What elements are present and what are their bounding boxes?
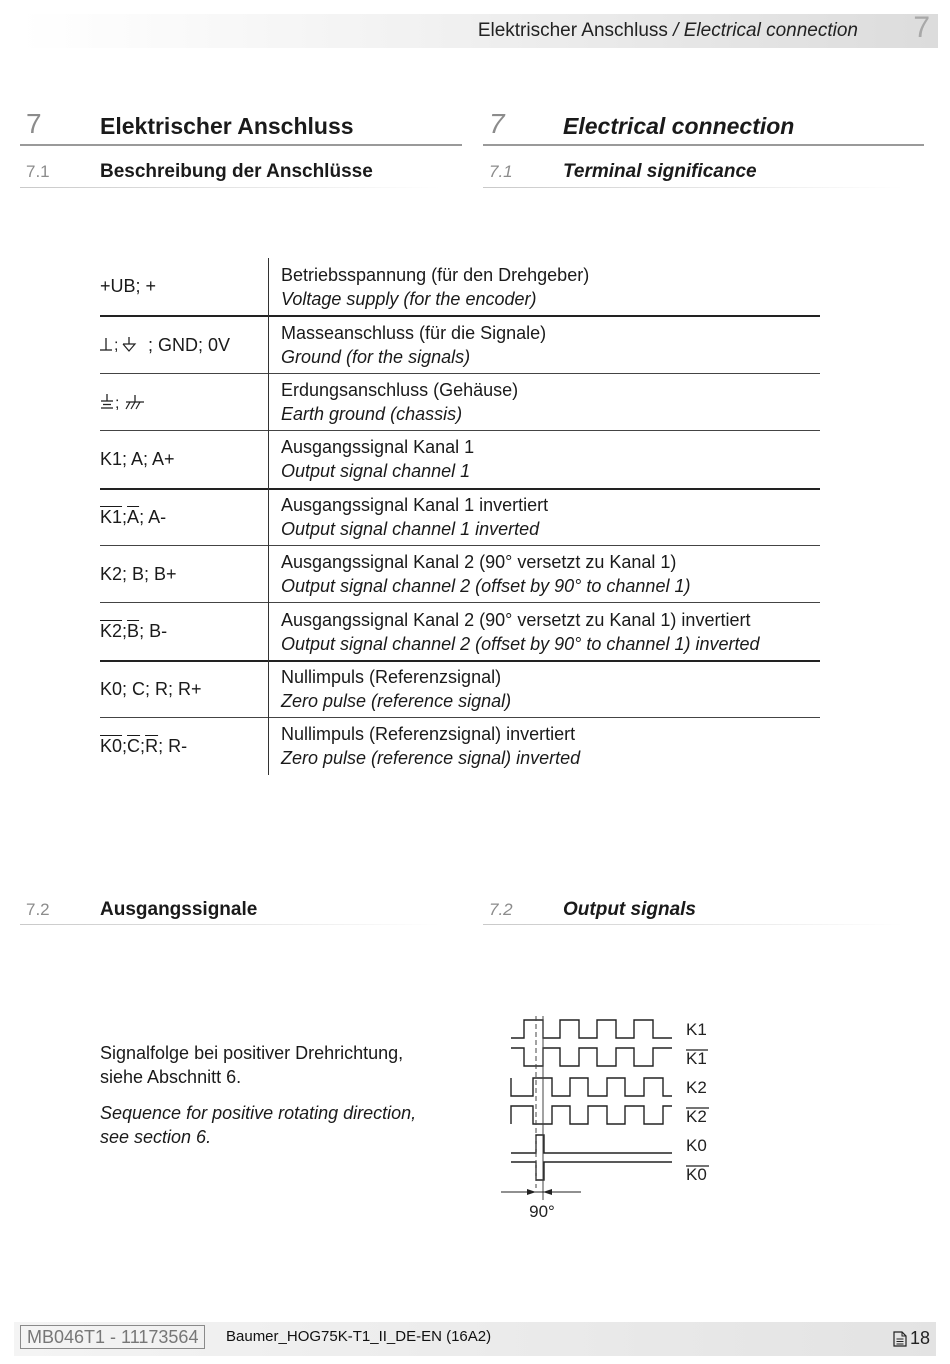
signal-sequence-text-de: Signalfolge bei positiver Drehrichtung, siehe Abschnitt 6. bbox=[100, 1043, 404, 1087]
svg-text:;: ; bbox=[114, 337, 119, 355]
subsection-rule-de bbox=[20, 924, 440, 925]
channel-label-k2: K2 bbox=[686, 1078, 707, 1097]
angle-arrow-left bbox=[527, 1189, 536, 1195]
terminal-table bbox=[100, 258, 820, 775]
description-de: Erdungsanschluss (Gehäuse) bbox=[281, 379, 519, 400]
label-a-inverted: $\overline{A}$ bbox=[127, 506, 140, 527]
terminal-label: K2; B; B+ bbox=[100, 563, 177, 584]
terminal-label: K2 ; $\overline{B}$ ; B- bbox=[100, 621, 168, 642]
table-row bbox=[100, 258, 820, 315]
terminal-description bbox=[281, 258, 589, 315]
subsection-rule-en bbox=[483, 187, 903, 188]
terminal-description bbox=[281, 603, 760, 659]
angle-label: 90° bbox=[529, 1202, 555, 1221]
output-signal-diagram bbox=[495, 1010, 735, 1225]
signal-k1-inverted-waveform bbox=[511, 1048, 672, 1066]
channel-label-k0-inverted: K0 bbox=[686, 1165, 707, 1184]
document-name: Baumer_HOG75K-T1_II_DE-EN (16A2) bbox=[226, 1328, 492, 1345]
terminal-description bbox=[281, 317, 546, 372]
page-number-value: 18 bbox=[909, 1328, 930, 1348]
table-row bbox=[100, 660, 820, 717]
header-title-en: Electrical connection bbox=[683, 20, 858, 41]
description-de: Ausgangssignal Kanal 1 bbox=[281, 437, 475, 458]
signal-k2-waveform bbox=[511, 1078, 672, 1096]
terminal-description bbox=[281, 662, 511, 717]
terminal-label: +UB; + bbox=[100, 276, 157, 297]
channel-label-k1: K1 bbox=[686, 1020, 707, 1039]
terminal-description bbox=[281, 490, 548, 545]
description-de: Masseanschluss (für die Signale) bbox=[281, 323, 547, 344]
page-number bbox=[893, 1328, 930, 1349]
table-column-divider bbox=[268, 258, 269, 775]
header-title-de: Elektrischer Anschluss bbox=[477, 20, 668, 41]
subsection-title-en: Output signals bbox=[563, 899, 696, 920]
signal-sequence-text-en: Sequence for positive rotating direction, see section 6. bbox=[100, 1103, 417, 1147]
document-id: MB046T1 - 11173564 bbox=[20, 1325, 205, 1349]
svg-text:;: ; bbox=[115, 394, 120, 412]
section-rule-en bbox=[483, 144, 924, 146]
section-number-en: 7 bbox=[489, 108, 505, 139]
running-header bbox=[478, 20, 858, 42]
description-de: Ausgangssignal Kanal 1 invertiert bbox=[281, 495, 549, 516]
table-row bbox=[100, 315, 820, 372]
signal-k1-waveform bbox=[511, 1020, 672, 1038]
table-row bbox=[100, 602, 820, 659]
table-row bbox=[100, 430, 820, 487]
section-title-de: Elektrischer Anschluss bbox=[100, 113, 354, 139]
terminal-label bbox=[100, 317, 268, 372]
subsection-title-de: Ausgangssignale bbox=[100, 899, 258, 920]
label-r-inverted: $\overline{R}$ bbox=[145, 735, 159, 756]
terminal-label: K1; A; A+ bbox=[100, 448, 175, 469]
terminal-description bbox=[281, 546, 690, 602]
subsection-rule-de bbox=[20, 187, 440, 188]
description-en: Output signal channel 2 (offset by 90° to channel 1) inverted bbox=[281, 633, 760, 654]
subsection-rule-en bbox=[483, 924, 903, 925]
description-de: Nullimpuls (Referenzsignal) bbox=[281, 667, 502, 688]
subsection-title-en: Terminal significance bbox=[563, 161, 757, 182]
signal-k0-inverted-waveform bbox=[511, 1162, 672, 1180]
table-row bbox=[100, 545, 820, 602]
terminal-description bbox=[281, 431, 474, 487]
terminal-description bbox=[281, 718, 580, 774]
subsection-number-de: 7.1 bbox=[26, 162, 50, 181]
section-rule-de bbox=[20, 144, 462, 146]
channel-label-k0: K0 bbox=[686, 1136, 707, 1155]
channel-label-k2-inverted: K2 bbox=[686, 1107, 707, 1126]
label-k2-inverted: K2 bbox=[100, 621, 123, 642]
terminal-label-suffix: ; GND; 0V bbox=[148, 334, 231, 355]
ground-symbols-icon bbox=[100, 335, 148, 355]
description-en: Zero pulse (reference signal) bbox=[281, 691, 512, 712]
angle-arrow-right bbox=[543, 1189, 552, 1195]
channel-label-k1-inverted: K1 bbox=[686, 1049, 707, 1068]
label-k1-inverted: K1 bbox=[100, 506, 123, 527]
description-en: Earth ground (chassis) bbox=[281, 403, 463, 424]
header-chapter-number: 7 bbox=[913, 11, 930, 44]
section-title-en: Electrical connection bbox=[563, 113, 795, 139]
subsection-number-en: 7.1 bbox=[489, 162, 513, 181]
label-k0-inverted: K0 bbox=[100, 735, 123, 756]
description-en: Zero pulse (reference signal) inverted bbox=[281, 748, 581, 769]
description-en: Ground (for the signals) bbox=[281, 347, 471, 368]
terminal-label: K0 ; $\overline{C}$ ; $\overline{R}$ ; R- bbox=[100, 735, 188, 756]
terminal-label: K0; C; R; R+ bbox=[100, 678, 202, 699]
table-row bbox=[100, 373, 820, 430]
table-row bbox=[100, 488, 820, 545]
terminal-label bbox=[100, 374, 268, 430]
header-separator: / bbox=[667, 20, 684, 41]
description-de: Nullimpuls (Referenzsignal) invertiert bbox=[281, 724, 576, 745]
subsection-number-en: 7.2 bbox=[489, 900, 513, 919]
label-c-inverted: $\overline{C}$ bbox=[127, 735, 141, 756]
label-b-inverted: $\overline{B}$ bbox=[127, 621, 140, 642]
page-icon bbox=[893, 1331, 907, 1347]
section-number-de: 7 bbox=[26, 108, 42, 139]
subsection-number-de: 7.2 bbox=[26, 900, 50, 919]
subsection-title-de: Beschreibung der Anschlüsse bbox=[100, 161, 373, 182]
description-en: Output signal channel 1 inverted bbox=[281, 519, 540, 540]
signal-k0-waveform bbox=[511, 1135, 672, 1153]
description-en: Output signal channel 2 (offset by 90° to channel 1) bbox=[281, 576, 691, 597]
description-de: Betriebsspannung (für den Drehgeber) bbox=[281, 264, 590, 285]
terminal-description bbox=[281, 374, 518, 430]
table-row bbox=[100, 717, 820, 774]
description-de: Ausgangssignal Kanal 2 (90° versetzt zu Kanal 1) bbox=[281, 552, 677, 573]
description-en: Voltage supply (for the encoder) bbox=[281, 288, 537, 309]
signal-k2-inverted-waveform bbox=[511, 1106, 672, 1124]
earth-chassis-icon bbox=[100, 392, 150, 412]
description-en: Output signal channel 1 bbox=[281, 461, 471, 482]
terminal-label: K1 ; $\overline{A}$ ; A- bbox=[100, 506, 167, 527]
description-de: Ausgangssignal Kanal 2 (90° versetzt zu Kanal 1) invertiert bbox=[281, 609, 751, 630]
